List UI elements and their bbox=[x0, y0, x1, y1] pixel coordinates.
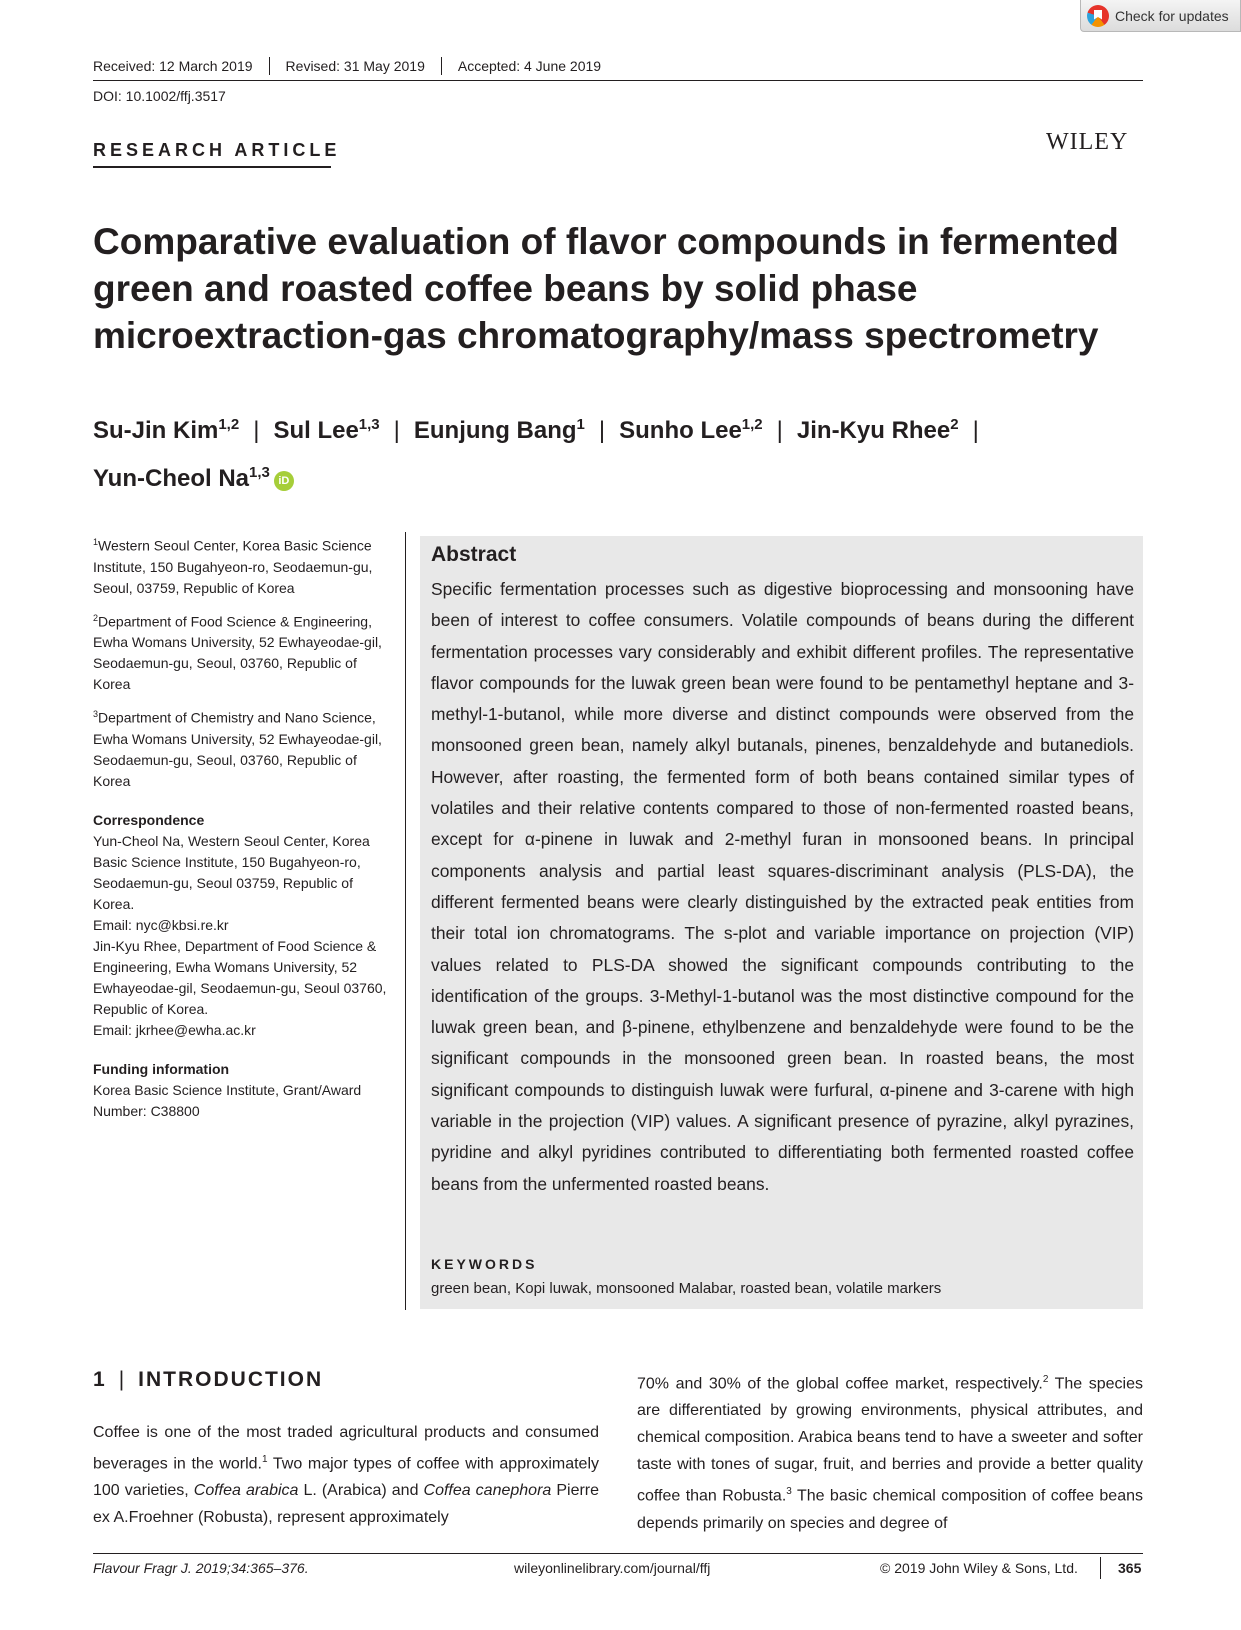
reference-link[interactable]: 2 bbox=[1042, 1374, 1049, 1385]
section-title: INTRODUCTION bbox=[138, 1368, 324, 1391]
abstract-text: Specific fermentation processes such as digestive bioprocessing and monsooning have been of interest to coffee consumers. Volatile compounds of beans during the different fermentation processes vary considerably and exhibit different profiles. The representative flavor compounds for the luwak green bean were found to be pentamethyl heptane and 3-methyl-1-butanol, while more diverse and distinct compounds were observed from the monsooned green bean, namely alkyl butanals, pinenes, benzaldehyde and butanediols. However, after roasting, the fermented form of both beans contained similar types of volatiles and their relative contents compared to those of non-fermented roasted beans, except for α-pinene in luwak and 2-methyl furan in monsooned beans. In principal components analysis and partial least squares-discriminant analysis (PLS-DA), the different fermented beans were clearly distinguished by the extracted peak entities from their total ion chromatograms. The s-plot and variable importance on projection (VIP) values related to PLS-DA showed the significant compounds contributing to the identification of the groups. 3-Methyl-1-butanol was the most distinctive compound for the luwak green bean, and β-pinene, ethylbenzene and benzaldehyde were found to be the significant compounds in the monsooned green bean. In roasted beans, the most significant compounds to distinguish luwak were furfural, α-pinene and 3-carene with high variable in the projection (VIP) values. A significant presence of pyrazine, alkyl pyrazines, pyridine and alkyl pyridines contributed to differentiating both fermented roasted coffee beans from the unfermented roasted beans. bbox=[431, 579, 1134, 1194]
correspondence-text: Yun-Cheol Na, Western Seoul Center, Korea Basic Science Institute, 150 Bugahyeon-ro, Seodaemun-gu, Seoul 03759, Republic of Korea. bbox=[93, 832, 370, 912]
intro-paragraph-right: 70% and 30% of the global coffee market, respectively.$^2$ The species are differentiated by growing environments, physical attributes, and chemical composition. Arabica beans tend to have a sweeter and softer taste with tones of sugar, fruit, and berries and provide a better quality coffee than Robusta.$^3$ The basic chemical composition of coffee beans depends primarily on species and degree of bbox=[637, 1374, 1144, 1532]
page-number: 365 bbox=[1118, 1560, 1142, 1576]
check-for-updates-button[interactable] bbox=[1080, 0, 1241, 32]
footer-divider bbox=[93, 1553, 1143, 1554]
funding-heading: Funding information bbox=[93, 1060, 230, 1077]
keywords-heading: KEYWORDS bbox=[431, 1256, 538, 1272]
section-separator: | bbox=[118, 1368, 127, 1391]
author-line-1 bbox=[93, 404, 1153, 452]
correspondence-heading: Correspondence bbox=[93, 811, 205, 828]
publisher-logo: WILEY bbox=[1046, 129, 1129, 155]
article-title: Comparative evaluation of flavor compounds in fermented green and roasted coffee beans by solid phase microextraction-gas chromatography/mass spectrometry bbox=[93, 221, 1119, 356]
reference-link[interactable]: 3 bbox=[786, 1486, 792, 1498]
article-history bbox=[93, 57, 617, 75]
author[interactable]: Jin-Kyu Rhee$^2$ bbox=[796, 416, 959, 444]
keywords-text: green bean, Kopi luwak, monsooned Malabar, roasted bean, volatile markers bbox=[431, 1280, 942, 1297]
author[interactable]: Yun-Cheol Na$^{1,3}$ bbox=[93, 464, 270, 492]
journal-url[interactable]: wileyonlinelibrary.com/journal/ffj bbox=[514, 1560, 711, 1576]
affiliations-column bbox=[93, 532, 393, 1122]
affiliation: $^2$Department of Food Science & Engineering, Ewha Womans University, 52 Ewhayeodae-gil, Seodaemun-gu, Seoul, 03760, Republic of Korea bbox=[93, 612, 382, 693]
footer-separator bbox=[1100, 1557, 1101, 1579]
funding-text: Korea Basic Science Institute, Grant/Award Number: C38800 bbox=[93, 1081, 362, 1119]
author[interactable]: Sul Lee$^{1,3}$ bbox=[273, 416, 380, 444]
crossmark-icon bbox=[1087, 5, 1109, 27]
author-list bbox=[93, 404, 1153, 500]
author-separator: | bbox=[253, 417, 260, 444]
author-separator: | bbox=[393, 417, 400, 444]
correspondence-email[interactable]: Email: nyc@kbsi.re.kr bbox=[93, 916, 229, 933]
correspondence-email[interactable]: Email: jkrhee@ewha.ac.kr bbox=[93, 1021, 256, 1038]
author-line-2 bbox=[93, 452, 1153, 500]
orcid-icon[interactable]: iD bbox=[274, 471, 294, 491]
received-date: Received: 12 March 2019 bbox=[93, 58, 253, 74]
copyright: © 2019 John Wiley & Sons, Ltd. bbox=[880, 1560, 1078, 1576]
reference-link[interactable]: 1 bbox=[262, 1454, 268, 1465]
intro-paragraph-left: Coffee is one of the most traded agricultural products and consumed beverages in the world.$^1$ Two major types of coffee with approximately 100 varieties, Coffea arabica L. (Arabica) and Coffea canephora Pierre ex A.Froehner (Robusta), represent approximately bbox=[93, 1424, 600, 1527]
check-for-updates-label: Check for updates bbox=[1115, 7, 1229, 24]
journal-citation: Flavour Fragr J. 2019;34:365–376. bbox=[93, 1560, 309, 1576]
header-divider bbox=[93, 80, 1143, 81]
correspondence-text: Jin-Kyu Rhee, Department of Food Science & Engineering, Ewha Womans University, 52 Ewhayeodae-gil, Seodaemun-gu, Seoul 03760, Republic of Korea. bbox=[93, 937, 387, 1017]
author[interactable]: Sunho Lee$^{1,2}$ bbox=[619, 416, 763, 444]
affiliation: $^1$Western Seoul Center, Korea Basic Science Institute, 150 Bugahyeon-ro, Seodaemun-gu, Seoul, 03759, Republic of Korea bbox=[93, 537, 373, 596]
section-number: 1 bbox=[93, 1368, 107, 1391]
article-type-underline bbox=[93, 166, 331, 168]
author[interactable]: Su-Jin Kim$^{1,2}$ bbox=[93, 416, 240, 444]
author[interactable]: Eunjung Bang$^1$ bbox=[413, 416, 585, 444]
author-separator: | bbox=[776, 417, 783, 444]
doi[interactable]: DOI: 10.1002/ffj.3517 bbox=[93, 88, 226, 104]
affiliation: $^3$Department of Chemistry and Nano Science, Ewha Womans University, 52 Ewhayeodae-gil, Seodaemun-gu, Seoul, 03760, Republic of Korea bbox=[93, 709, 382, 789]
section-heading bbox=[93, 1368, 323, 1392]
author-separator: | bbox=[972, 417, 979, 444]
abstract-heading: Abstract bbox=[431, 543, 517, 566]
accepted-date: Accepted: 4 June 2019 bbox=[441, 57, 617, 75]
article-type: RESEARCH ARTICLE bbox=[93, 140, 341, 160]
author-separator: | bbox=[598, 417, 606, 444]
revised-date: Revised: 31 May 2019 bbox=[269, 57, 441, 75]
column-divider bbox=[405, 532, 406, 1310]
